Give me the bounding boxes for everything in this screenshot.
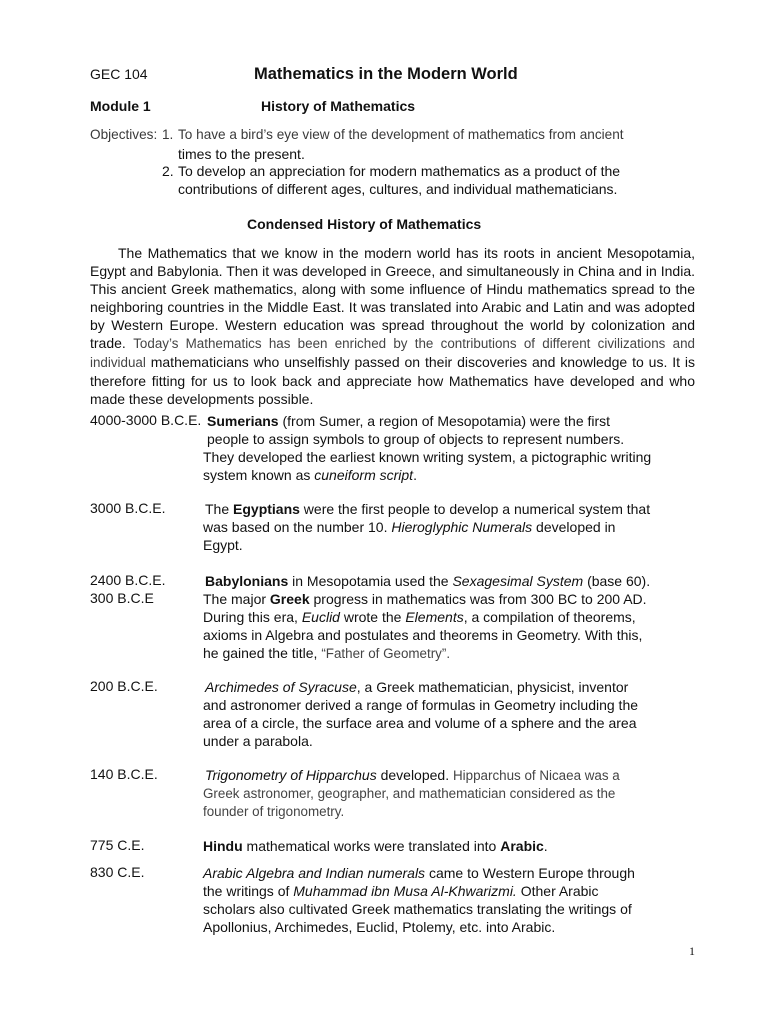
timeline-date: 830 C.E.: [90, 864, 145, 880]
entry-text: Other Arabic: [516, 883, 599, 899]
timeline-entry: [203, 500, 650, 554]
entry-italic: Sexagesimal System: [452, 573, 584, 589]
timeline-entry: [203, 678, 638, 750]
objective-1-number: 1.: [162, 127, 174, 142]
entry-text: in Mesopotamia used the: [288, 573, 453, 589]
entry-text: They developed the earliest known writing system, a pictographic writing: [203, 449, 652, 465]
page-number: 1: [689, 944, 695, 958]
module-title: History of Mathematics: [261, 98, 416, 114]
timeline-date: 775 C.E.: [90, 837, 145, 853]
course-code: GEC 104: [90, 66, 148, 82]
entry-text: The: [205, 501, 234, 517]
timeline-date: 200 B.C.E.: [90, 678, 158, 694]
entry-text: people to assign symbols to group of objects to represent numbers.: [207, 431, 625, 447]
objective-2-number: 2.: [162, 163, 174, 179]
entry-text: the writings of: [203, 883, 294, 899]
entry-text: area of a circle, the surface area and volume of a sphere and the area: [203, 715, 637, 731]
entry-light-text: Hipparchus of Nicaea was a: [453, 768, 620, 783]
entry-text: .: [543, 838, 548, 854]
entry-text: scholars also cultivated Greek mathematics translating the writings of: [203, 901, 632, 917]
entry-text: developed.: [376, 767, 453, 783]
objective-2-line-1: To develop an appreciation for modern mathematics as a product of the: [178, 163, 621, 179]
entry-text: (from Sumer, a region of Mesopotamia) were the first: [278, 413, 611, 429]
entry-text: came to Western Europe through: [425, 865, 635, 881]
entry-text: developed in: [532, 519, 616, 535]
entry-text: .: [413, 467, 417, 483]
entry-text: system known as: [203, 467, 315, 483]
entry-light-text: “Father of Geometry”.: [321, 646, 451, 661]
timeline-entry: [203, 864, 635, 936]
entry-bold: Egyptians: [233, 501, 300, 517]
timeline-entry: [203, 837, 548, 855]
entry-text: progress in mathematics was from 300 BC to 200 AD.: [309, 591, 647, 607]
intro-paragraph: [90, 244, 695, 408]
entry-italic: Muhammad ibn Musa Al-Khwarizmi.: [293, 883, 517, 899]
timeline-date: 2400 B.C.E.: [90, 572, 166, 588]
intro-text-2: Today’s Mathematics has been enriched by the contributions of different civilizations and individual: [90, 336, 695, 370]
timeline-entry: [203, 572, 650, 663]
objectives-label: Objectives:: [90, 127, 158, 142]
entry-bold: Sumerians: [207, 413, 279, 429]
entry-light-text: Greek astronomer, geographer, and mathematician considered as the: [203, 786, 616, 801]
entry-text: mathematical works were translated into: [242, 838, 501, 854]
timeline-date: 4000-3000 B.C.E.: [90, 412, 202, 428]
objective-1-line-1: To have a bird’s eye view of the development of mathematics from ancient: [178, 127, 624, 142]
entry-italic: cuneiform script: [314, 467, 414, 483]
entry-text: (base 60).: [583, 573, 651, 589]
entry-italic: Archimedes of Syracuse: [205, 679, 357, 695]
module-label: Module 1: [90, 98, 151, 114]
entry-bold: Babylonians: [205, 573, 289, 589]
entry-text: During this era,: [203, 609, 302, 625]
objective-2-line-2: contributions of different ages, cultures, and individual mathematicians.: [178, 181, 618, 197]
entry-text: , a Greek mathematician, physicist, inventor: [356, 679, 629, 695]
timeline-entry: [203, 766, 620, 821]
entry-bold: Arabic: [500, 838, 544, 854]
entry-italic: Elements: [405, 609, 464, 625]
timeline-entry: [203, 412, 652, 484]
entry-italic: Trigonometry of Hipparchus: [205, 767, 377, 783]
entry-text: , a compilation of theorems,: [463, 609, 636, 625]
entry-text: wrote the: [339, 609, 406, 625]
entry-bold: Greek: [269, 591, 310, 607]
entry-italic: Arabic Algebra and Indian numerals: [203, 865, 426, 881]
page-title: Mathematics in the Modern World: [254, 65, 518, 83]
timeline-date: 3000 B.C.E.: [90, 500, 166, 516]
entry-text: Egypt.: [203, 537, 243, 553]
entry-light-text: founder of trigonometry.: [203, 804, 345, 819]
section-title: Condensed History of Mathematics: [247, 216, 482, 232]
entry-text: axioms in Algebra and postulates and theorems in Geometry. With this,: [203, 627, 643, 643]
entry-text: were the first people to develop a numerical system that: [299, 501, 651, 517]
timeline-date: 300 B.C.E: [90, 590, 154, 606]
entry-text: he gained the title,: [203, 645, 322, 661]
entry-italic: Hieroglyphic Numerals: [391, 519, 533, 535]
intro-text-1: The Mathematics that we know in the modern world has its roots in ancient Mesopotamia, Egypt and Babylonia. Then it was developed in Greece, and simultaneously in China and in India. This ancient Greek mathematics, along with some influence of Hindu mathematics spread to the neighboring countries in the Middle East. It was translated into Arabic and Latin and was adopted by Western Europe. Western education was spread throughout the world by colonization and trade.: [90, 245, 695, 351]
entry-text: The major: [203, 591, 270, 607]
objective-1-line-2: times to the present.: [178, 146, 305, 162]
timeline-date: 140 B.C.E.: [90, 766, 158, 782]
entry-text: was based on the number 10.: [203, 519, 392, 535]
entry-bold: Hindu: [203, 838, 243, 854]
entry-text: Apollonius, Archimedes, Euclid, Ptolemy, etc. into Arabic.: [203, 919, 556, 935]
intro-text-3: mathematicians who unselfishly passed on their discoveries and knowledge to us. It is therefore fitting for us to look back and appreciate how Mathematics have developed and who made these developments possible.: [90, 354, 695, 407]
entry-text: and astronomer derived a range of formulas in Geometry including the: [203, 697, 639, 713]
entry-italic: Euclid: [301, 609, 340, 625]
entry-text: under a parabola.: [203, 733, 313, 749]
